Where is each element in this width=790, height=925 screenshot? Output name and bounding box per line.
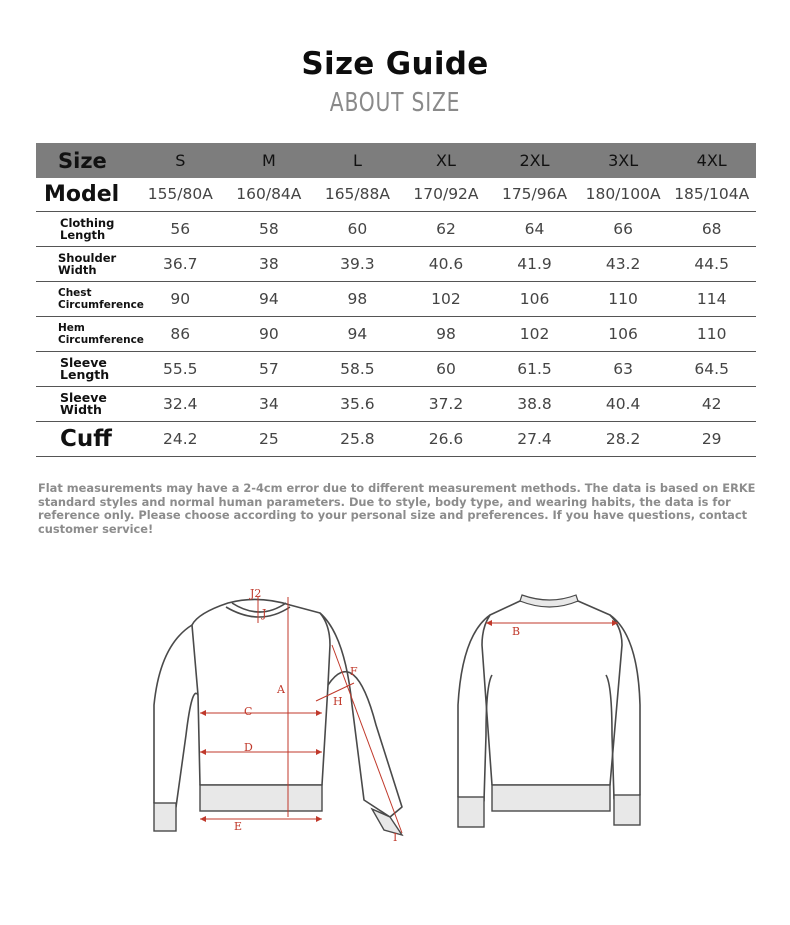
value-cell: 44.5: [694, 254, 729, 273]
value-cell: 94: [258, 289, 279, 308]
back-sweatshirt-outline: [458, 601, 640, 801]
model-label: Model: [44, 181, 120, 207]
value-cell: 68: [701, 219, 722, 238]
value-cell: 98: [347, 289, 368, 308]
model-row: [36, 178, 756, 211]
measurement-row-clothing-length: [36, 211, 756, 246]
label-i: I: [393, 831, 398, 844]
label-a: A: [277, 683, 285, 696]
label-h: H: [333, 695, 343, 708]
value-cell: 39.3: [340, 254, 375, 273]
value-cell: 60: [347, 219, 368, 238]
size-header-cell: XL: [436, 151, 456, 170]
label-j: J: [262, 607, 267, 620]
value-cell: 62: [436, 219, 456, 238]
value-cell: 110: [696, 324, 727, 343]
row-label: Sleeve Width: [60, 389, 107, 417]
value-cell: 37.2: [428, 394, 464, 413]
value-cell: 64: [524, 219, 545, 238]
value-cell: 32.4: [163, 394, 198, 413]
back-ribbing: [458, 595, 640, 827]
value-cell: 41.9: [517, 254, 552, 273]
measurement-row-sleeve-width: [36, 386, 756, 421]
value-cell: 40.6: [428, 254, 464, 273]
measurement-row-chest-circumference: [36, 281, 756, 316]
value-cell: 63: [613, 359, 633, 378]
value-cell: 24.2: [163, 429, 198, 448]
model-cell: 175/96A: [501, 185, 568, 204]
row-label: Shoulder Width: [58, 250, 117, 277]
back-measurement-line: [486, 620, 618, 626]
label-c: C: [244, 705, 253, 718]
page-title: Size Guide: [301, 46, 489, 82]
value-cell: 106: [608, 324, 638, 343]
front-ribbing: [154, 785, 402, 835]
model-cell: 170/92A: [413, 185, 479, 204]
size-header-cell: M: [261, 151, 276, 170]
model-cell: 180/100A: [585, 185, 661, 204]
size-header-cell: S: [175, 151, 186, 170]
value-cell: 102: [431, 289, 461, 308]
value-cell: 29: [701, 429, 722, 448]
value-cell: 58: [258, 219, 279, 238]
value-cell: 36.7: [163, 254, 198, 273]
model-cell: 155/80A: [147, 185, 213, 204]
size-header-cell: 3XL: [608, 151, 639, 170]
model-cell: 165/88A: [324, 185, 390, 204]
value-cell: 86: [170, 324, 191, 343]
value-cell: 102: [519, 324, 550, 343]
size-header-cell: L: [352, 151, 362, 170]
measurement-row-cuff: [36, 421, 756, 456]
value-cell: 38.8: [517, 394, 552, 413]
value-cell: 94: [347, 324, 368, 343]
label-d: D: [244, 741, 253, 754]
value-cell: 43.2: [605, 254, 641, 273]
sweatshirt-measurement-diagram: [140, 585, 670, 850]
value-cell: 38: [258, 254, 279, 273]
measurement-row-hem-circumference: [36, 316, 756, 351]
value-cell: 106: [519, 289, 550, 308]
label-e: E: [234, 820, 243, 833]
model-cell: 185/104A: [674, 185, 750, 204]
value-cell: 90: [170, 289, 191, 308]
value-cell: 114: [696, 289, 727, 308]
value-cell: 64.5: [694, 359, 729, 378]
model-cell: 160/84A: [236, 185, 302, 204]
label-f: F: [350, 665, 358, 678]
row-label: Hem Circumference: [58, 321, 144, 346]
size-header-cell: 2XL: [519, 151, 550, 170]
size-table: [36, 143, 756, 457]
value-cell: 110: [608, 289, 638, 308]
value-cell: 55.5: [163, 359, 198, 378]
label-b: B: [512, 625, 521, 638]
value-cell: 35.6: [340, 394, 375, 413]
value-cell: 40.4: [605, 394, 641, 413]
value-cell: 90: [258, 324, 279, 343]
value-cell: 26.6: [428, 429, 464, 448]
value-cell: 42: [701, 394, 722, 413]
row-label: Chest Circumference: [58, 286, 144, 311]
row-label: Sleeve Length: [60, 354, 110, 382]
value-cell: 34: [258, 394, 279, 413]
size-header-row: [36, 143, 756, 178]
size-header-label: Size: [58, 148, 107, 173]
value-cell: 25: [258, 429, 279, 448]
value-cell: 98: [436, 324, 456, 343]
page-subtitle: ABOUT SIZE: [329, 88, 461, 118]
value-cell: 61.5: [517, 359, 552, 378]
value-cell: 25.8: [340, 429, 375, 448]
value-cell: 27.4: [517, 429, 552, 448]
value-cell: 28.2: [605, 429, 641, 448]
measurement-row-sleeve-length: [36, 351, 756, 386]
value-cell: 58.5: [340, 359, 375, 378]
size-header-cell: 4XL: [696, 151, 727, 170]
label-j2: J2: [250, 587, 262, 600]
measurement-row-shoulder-width: [36, 246, 756, 281]
value-cell: 57: [258, 359, 279, 378]
row-label: Cuff: [60, 425, 112, 452]
value-cell: 66: [613, 219, 633, 238]
row-label: Clothing Length: [60, 215, 115, 242]
value-cell: 60: [436, 359, 456, 378]
value-cell: 56: [170, 219, 191, 238]
measurement-note: Flat measurements may have a 2-4cm error due to different measurement methods. The data is based on ERKE standard styles and normal human parameters. Due to style, body type, and wearing habits, the data is for reference only. Please choose according to your personal size and preferences. If you have questions, contact customer service!: [38, 481, 756, 536]
